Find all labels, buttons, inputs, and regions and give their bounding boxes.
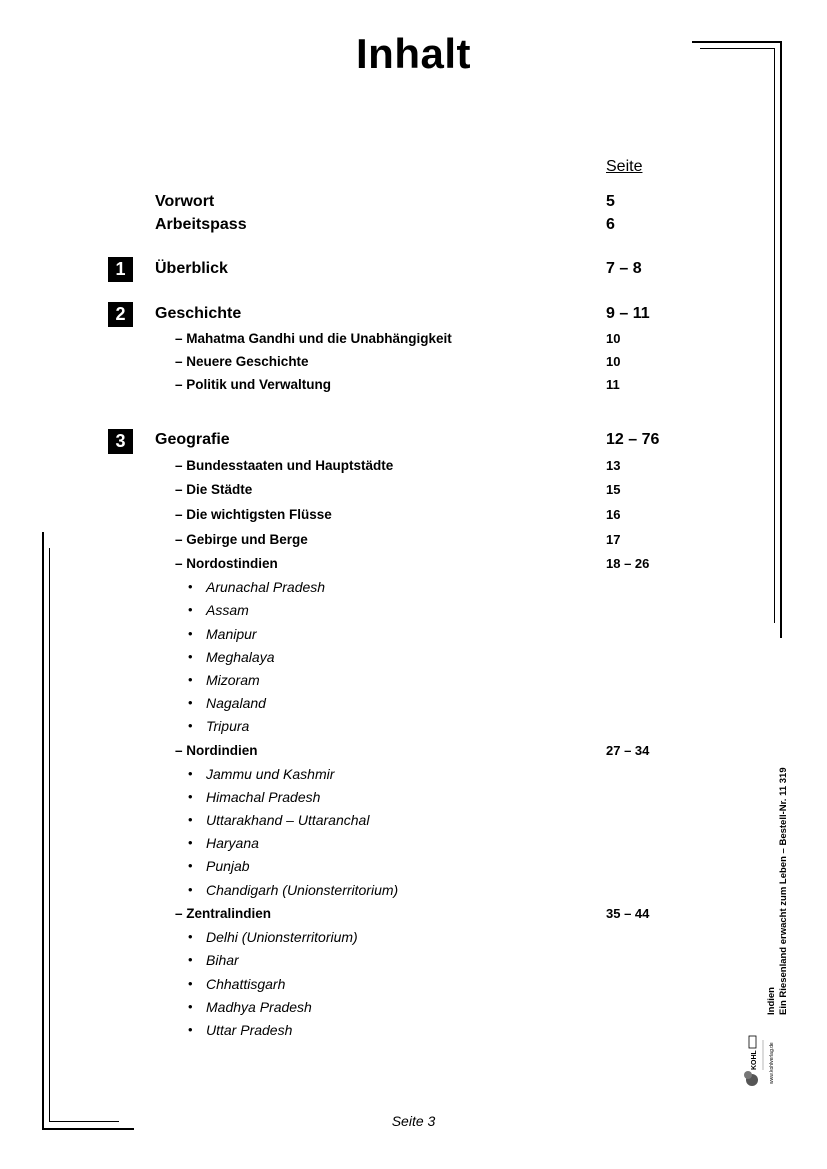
- toc-subentry: [0, 377, 827, 401]
- toc-subentry: [0, 331, 827, 355]
- bullet-label: Uttar Pradesh: [206, 1022, 293, 1038]
- subentry-label: – Nordindien: [175, 743, 258, 758]
- bullet-label: Chandigarh (Unionsterritorium): [206, 882, 399, 898]
- toc-entry-arbeitspass: [0, 216, 827, 240]
- subentry-page: 10: [606, 354, 621, 369]
- subentry-page: 15: [606, 482, 621, 497]
- bullet-label: Chhattisgarh: [206, 976, 286, 992]
- bullet-glyph: •: [188, 952, 193, 967]
- subentry-label: – Die wichtigsten Flüsse: [175, 507, 332, 522]
- toc-subentry: [0, 743, 827, 767]
- toc-section-1: [0, 260, 827, 284]
- subentry-label: – Politik und Verwaltung: [175, 377, 332, 392]
- subentry-page: 35 – 44: [606, 906, 650, 921]
- toc-bullet-item: [0, 812, 827, 836]
- bullet-label: Himachal Pradesh: [206, 789, 321, 805]
- toc-page: 5: [606, 193, 615, 210]
- bullet-glyph: •: [188, 1022, 193, 1037]
- toc-section-2: [0, 305, 827, 329]
- bullet-label: Delhi (Unionsterritorium): [206, 929, 358, 945]
- subentry-page: 11: [606, 377, 620, 392]
- toc-subentry: [0, 354, 827, 378]
- bullet-glyph: •: [188, 649, 193, 664]
- toc-bullet-item: [0, 626, 827, 650]
- section-title: Geschichte: [155, 305, 242, 322]
- toc-section-3: [0, 431, 827, 455]
- bullet-glyph: •: [188, 789, 193, 804]
- logo-url: www.kohlverlag.de: [769, 1042, 775, 1084]
- subentry-page: 18 – 26: [606, 556, 650, 571]
- toc-subentry: [0, 507, 827, 531]
- toc-subentry: [0, 458, 827, 482]
- subentry-page: 27 – 34: [606, 743, 650, 758]
- subentry-label: – Bundesstaaten und Hauptstädte: [175, 458, 394, 473]
- section-title: Geografie: [155, 431, 230, 448]
- bullet-glyph: •: [188, 766, 193, 781]
- toc-bullet-item: [0, 952, 827, 976]
- section-pages: 9 – 11: [606, 305, 650, 322]
- bullet-label: Tripura: [206, 718, 250, 734]
- frame-line: [692, 41, 782, 43]
- section-title: Überblick: [155, 260, 228, 277]
- bullet-glyph: •: [188, 602, 193, 617]
- subentry-label: – Mahatma Gandhi und die Unabhängigkeit: [175, 331, 452, 346]
- bullet-label: Bihar: [206, 952, 239, 968]
- section-number-badge: 1: [108, 257, 133, 282]
- toc-subentry: [0, 532, 827, 556]
- bullet-glyph: •: [188, 882, 193, 897]
- bullet-glyph: •: [188, 718, 193, 733]
- toc-bullet-item: [0, 1022, 827, 1046]
- bullet-label: Manipur: [206, 626, 257, 642]
- bullet-glyph: •: [188, 695, 193, 710]
- toc-bullet-item: [0, 602, 827, 626]
- publisher-sidebar-text: [766, 767, 790, 1015]
- subentry-label: – Nordostindien: [175, 556, 278, 571]
- bullet-label: Madhya Pradesh: [206, 999, 312, 1015]
- section-pages: 7 – 8: [606, 260, 642, 277]
- section-number-badge: 2: [108, 302, 133, 327]
- toc-bullet-item: [0, 579, 827, 603]
- book-title: Indien: [766, 987, 777, 1015]
- toc-label: Vorwort: [155, 193, 215, 210]
- section-number-badge: 3: [108, 429, 133, 454]
- bullet-label: Haryana: [206, 835, 259, 851]
- bullet-glyph: •: [188, 976, 193, 991]
- subentry-page: 16: [606, 507, 621, 522]
- bullet-glyph: •: [188, 626, 193, 641]
- toc-bullet-item: [0, 649, 827, 673]
- subentry-label: – Neuere Geschichte: [175, 354, 309, 369]
- subentry-page: 10: [606, 331, 621, 346]
- toc-bullet-item: [0, 695, 827, 719]
- toc-bullet-item: [0, 882, 827, 906]
- publisher-logo: [740, 1022, 792, 1090]
- page-title: Inhalt: [356, 30, 471, 77]
- bullet-label: Nagaland: [206, 695, 266, 711]
- toc-page: 6: [606, 216, 615, 233]
- subentry-label: – Gebirge und Berge: [175, 532, 308, 547]
- frame-line: [700, 48, 775, 49]
- toc-bullet-item: [0, 858, 827, 882]
- toc-label: Arbeitspass: [155, 216, 247, 233]
- subentry-page: 13: [606, 458, 621, 473]
- bullet-label: Assam: [206, 602, 249, 618]
- toc-bullet-item: [0, 672, 827, 696]
- bullet-label: Punjab: [206, 858, 250, 874]
- toc-subentry: [0, 556, 827, 580]
- bullet-glyph: •: [188, 858, 193, 873]
- bullet-label: Mizoram: [206, 672, 260, 688]
- bullet-label: Arunachal Pradesh: [206, 579, 326, 595]
- bullet-glyph: •: [188, 812, 193, 827]
- page-footer: Seite 3: [391, 1113, 436, 1129]
- toc-bullet-item: [0, 718, 827, 742]
- toc-bullet-item: [0, 976, 827, 1000]
- bullet-glyph: •: [188, 835, 193, 850]
- bullet-label: Jammu und Kashmir: [206, 766, 335, 782]
- subentry-page: 17: [606, 532, 621, 547]
- bullet-glyph: •: [188, 929, 193, 944]
- bullet-label: Meghalaya: [206, 649, 275, 665]
- toc-subentry: [0, 906, 827, 930]
- toc-bullet-item: [0, 929, 827, 953]
- toc-bullet-item: [0, 789, 827, 813]
- toc-entry-vorwort: [0, 193, 827, 217]
- toc-subentry: [0, 482, 827, 506]
- bullet-label: Uttarakhand – Uttaranchal: [206, 812, 370, 828]
- bullet-glyph: •: [188, 579, 193, 594]
- toc-bullet-item: [0, 766, 827, 790]
- book-subtitle-order-number: Ein Riesenland erwacht zum Leben – Bestell-Nr. 11 319: [778, 767, 789, 1015]
- section-pages: 12 – 76: [606, 431, 660, 448]
- toc-bullet-item: [0, 835, 827, 859]
- bullet-glyph: •: [188, 999, 193, 1014]
- subentry-label: – Die Städte: [175, 482, 253, 497]
- logo-wordmark: KOHL: [751, 1050, 758, 1070]
- seite-column-header: Seite: [606, 158, 643, 175]
- toc-bullet-item: [0, 999, 827, 1023]
- bullet-glyph: •: [188, 672, 193, 687]
- subentry-label: – Zentralindien: [175, 906, 272, 921]
